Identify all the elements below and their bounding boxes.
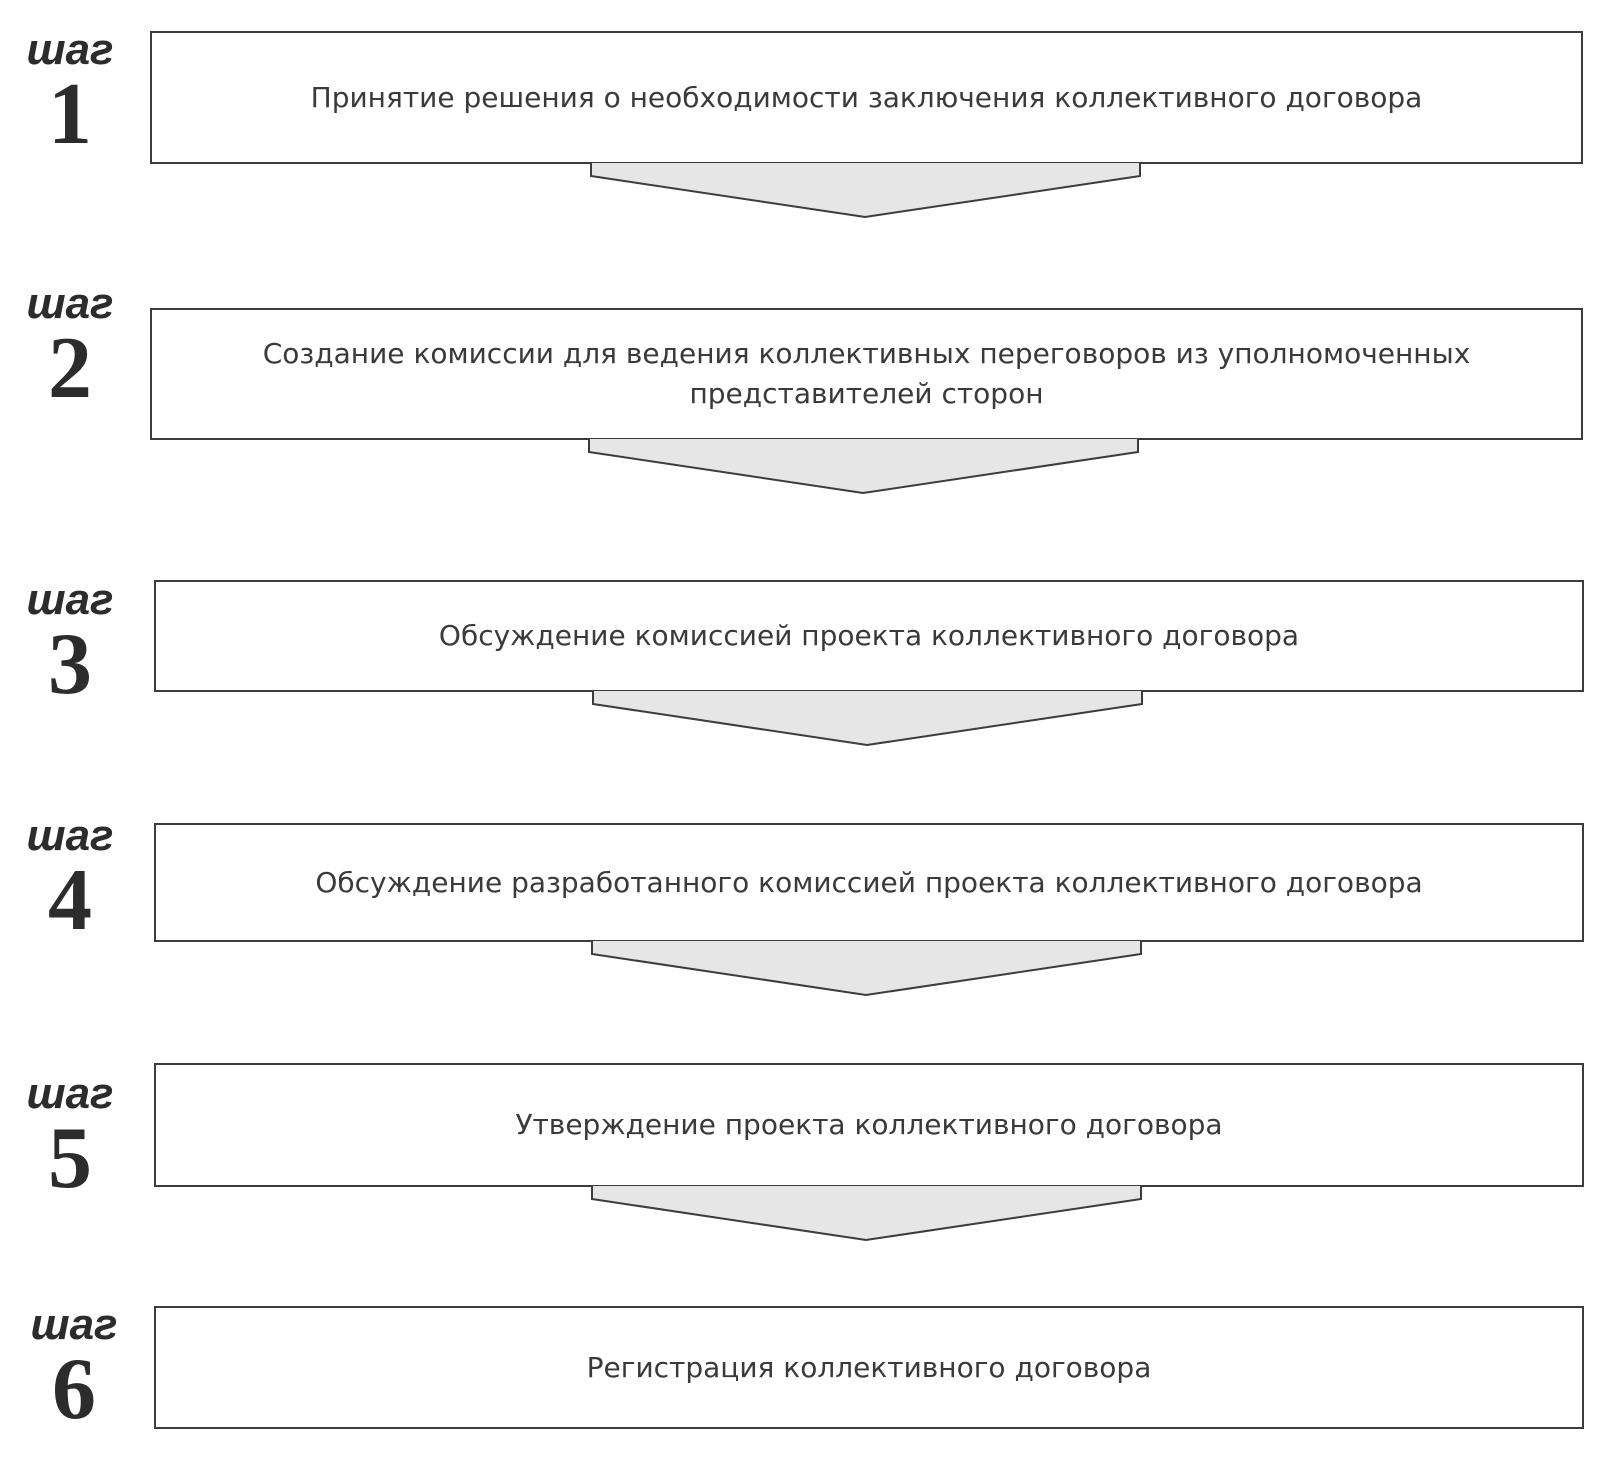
step-number: 6 (52, 1341, 96, 1438)
step-1-box (150, 31, 1583, 164)
step-word: шаг (26, 1069, 114, 1118)
step-1-label (0, 25, 140, 163)
step-3-box (154, 580, 1584, 692)
step-word: шаг (26, 575, 114, 624)
step-3-label (0, 575, 140, 713)
step-1-text: Принятие решения о необходимости заключения коллективного договора (310, 80, 1423, 114)
step-6-text: Регистрация коллективного договора (586, 1350, 1152, 1384)
down-arrow-icon (591, 1186, 1143, 1242)
step-word: шаг (26, 279, 114, 328)
down-arrow-icon (588, 439, 1140, 495)
down-arrow-icon (592, 691, 1144, 747)
step-5-text: Утверждение проекта коллективного договора (515, 1108, 1223, 1141)
step-2-text: Создание комиссии для ведения коллективных переговоров из уполномоченных представителей сторон (262, 337, 1471, 410)
step-4-text: Обсуждение разработанного комиссией проекта коллективного договора (315, 865, 1423, 899)
step-6-label (4, 1300, 144, 1438)
down-arrow-icon (590, 163, 1142, 219)
step-5-label (0, 1069, 140, 1207)
step-number: 4 (48, 852, 92, 949)
step-word: шаг (26, 811, 114, 860)
step-2-box (150, 308, 1583, 440)
step-2-label (0, 279, 140, 417)
step-number: 1 (48, 66, 92, 163)
step-3-text: Обсуждение комиссией проекта коллективного договора (438, 619, 1300, 652)
step-number: 5 (48, 1110, 92, 1207)
down-arrow-icon (591, 941, 1143, 997)
step-6-box (154, 1306, 1584, 1429)
step-word: шаг (30, 1300, 118, 1349)
step-4-label (0, 811, 140, 949)
step-4-box (154, 823, 1584, 942)
step-number: 2 (48, 320, 92, 417)
step-number: 3 (48, 616, 92, 713)
step-word: шаг (26, 25, 114, 74)
step-5-box (154, 1063, 1584, 1187)
